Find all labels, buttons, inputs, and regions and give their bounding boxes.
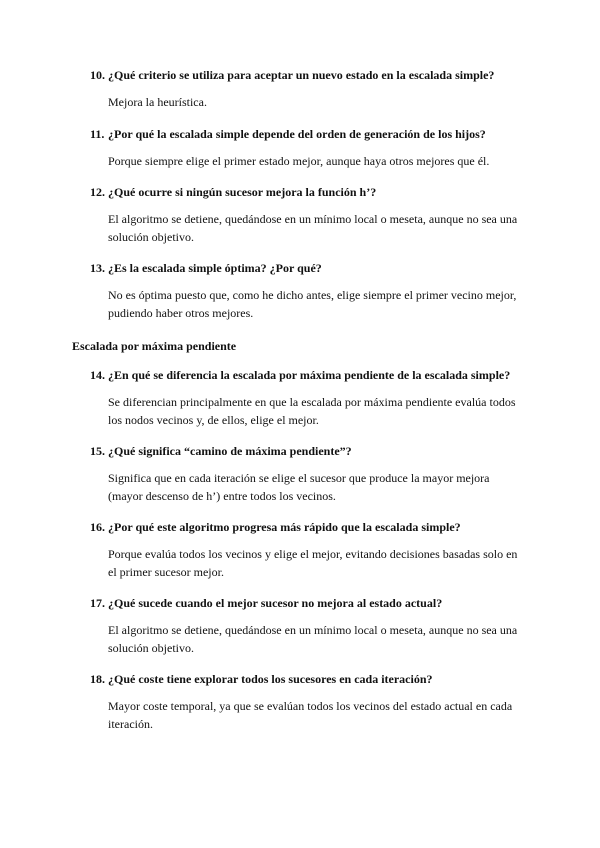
answer-text: Porque evalúa todos los vecinos y elige el mejor, evitando decisiones basadas solo en el primer sucesor mejor. [108,547,518,579]
question-text: ¿Qué ocurre si ningún sucesor mejora la función h’? [108,185,377,199]
answer-text: Mejora la heurística. [108,95,207,109]
question-heading [90,443,530,460]
question-text: ¿Por qué este algoritmo progresa más rápido que la escalada simple? [108,520,461,534]
question-number: 11. [90,126,105,141]
question-text: ¿Qué sucede cuando el mejor sucesor no mejora al estado actual? [108,596,443,610]
qa-item-18 [0,671,600,733]
qa-item-16 [0,519,600,581]
question-text: ¿Qué coste tiene explorar todos los sucesores en cada iteración? [108,672,433,686]
qa-item-17 [0,595,600,657]
question-heading [90,184,530,201]
question-number: 16. [90,520,105,534]
question-heading [90,260,530,277]
question-heading [90,367,530,384]
qa-item-10 [0,67,600,112]
answer-text: Se diferencian principalmente en que la escalada por máxima pendiente evalúa todos los nodos vecinos y, de ellos, elige el mejor. [108,395,516,427]
question-heading [90,671,530,688]
qa-item-15 [0,443,600,505]
question-heading [90,126,530,143]
question-text: ¿Es la escalada simple óptima? ¿Por qué? [108,261,322,275]
question-number: 12. [90,185,105,199]
question-heading [90,67,530,84]
section-heading: Escalada por máxima pendiente [72,339,237,353]
qa-item-14 [0,367,600,429]
question-heading [90,595,530,612]
question-number: 13. [90,261,105,275]
question-number: 10. [90,68,105,82]
question-text: ¿Qué significa “camino de máxima pendiente”? [108,444,352,458]
question-heading [90,519,530,536]
qa-item-12 [0,184,600,246]
answer-text: Porque siempre elige el primer estado mejor, aunque haya otros mejores que él. [108,153,490,168]
qa-item-13 [0,260,600,322]
answer-text: El algoritmo se detiene, quedándose en un mínimo local o meseta, aunque no sea una solución objetivo. [108,212,518,244]
question-number: 17. [90,596,105,610]
qa-item-11 [0,126,600,171]
question-text: ¿Por qué la escalada simple depende del orden de generación de los hijos? [108,126,486,141]
answer-text: No es óptima puesto que, como he dicho antes, elige siempre el primer vecino mejor, pudiendo haber otros mejores. [108,288,517,320]
question-number: 15. [90,444,105,458]
answer-text: Mayor coste temporal, ya que se evalúan todos los vecinos del estado actual en cada iteración. [108,699,513,731]
answer-text: El algoritmo se detiene, quedándose en un mínimo local o meseta, aunque no sea una solución objetivo. [108,623,518,655]
question-number: 14. [90,368,105,382]
question-text: ¿Qué criterio se utiliza para aceptar un nuevo estado en la escalada simple? [108,68,495,82]
answer-text: Significa que en cada iteración se elige el sucesor que produce la mayor mejora (mayor descenso de h’) entre todos los vecinos. [108,471,490,503]
question-number: 18. [90,672,105,686]
question-text: ¿En qué se diferencia la escalada por máxima pendiente de la escalada simple? [108,368,511,382]
document-content [0,67,600,733]
